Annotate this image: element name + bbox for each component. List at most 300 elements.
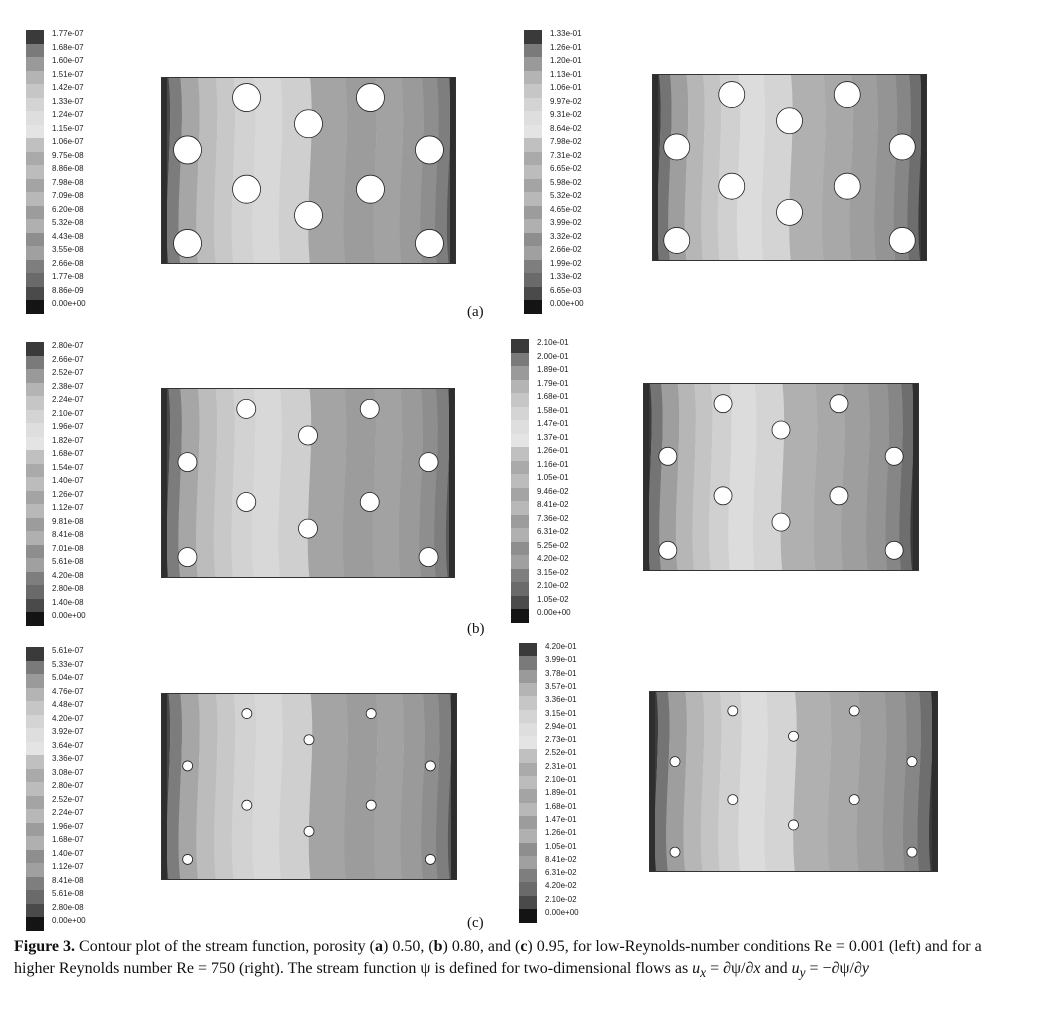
legend-swatch bbox=[26, 192, 44, 206]
contour-band bbox=[738, 691, 768, 872]
legend-label: 9.31e-02 bbox=[550, 110, 582, 119]
legend-label: 1.33e-02 bbox=[550, 272, 582, 281]
legend-label: 6.65e-02 bbox=[550, 164, 582, 173]
contour-band bbox=[728, 383, 757, 571]
legend-label: 5.32e-08 bbox=[52, 218, 84, 227]
legend-label: 4.76e-07 bbox=[52, 686, 84, 696]
legend-swatch bbox=[26, 477, 44, 491]
legend-swatch bbox=[524, 98, 542, 112]
obstacle bbox=[366, 800, 376, 810]
obstacle bbox=[295, 110, 323, 138]
obstacle bbox=[830, 395, 848, 413]
legend-label: 1.16e-01 bbox=[537, 459, 569, 469]
obstacle bbox=[242, 800, 252, 810]
legend-label: 1.20e-01 bbox=[550, 56, 582, 65]
legend-swatch bbox=[26, 369, 44, 383]
caption-text-2: ) 0.50, ( bbox=[382, 938, 434, 955]
legend-label: 4.20e-02 bbox=[545, 881, 577, 891]
legend-label: 2.24e-07 bbox=[52, 395, 84, 404]
legend-swatch bbox=[524, 30, 542, 44]
legend-label: 5.61e-08 bbox=[52, 557, 84, 566]
caption-text-1: Contour plot of the stream function, porosity ( bbox=[75, 938, 375, 955]
legend-swatch bbox=[524, 138, 542, 152]
legend-label: 1.89e-01 bbox=[545, 788, 577, 798]
legend-swatch bbox=[511, 380, 529, 394]
legend-label: 1.13e-01 bbox=[550, 69, 582, 79]
legend-swatch bbox=[511, 407, 529, 421]
contour-band bbox=[401, 693, 425, 880]
legend-swatch bbox=[519, 670, 537, 684]
legend-swatch bbox=[519, 909, 537, 923]
legend-label: 2.52e-01 bbox=[545, 748, 577, 758]
obstacle bbox=[659, 447, 677, 465]
contour-band bbox=[344, 693, 377, 880]
legend-label: 1.68e-07 bbox=[52, 42, 84, 52]
legend-swatch bbox=[524, 287, 542, 301]
contour-band bbox=[399, 388, 423, 578]
legend-label: 0.00e+00 bbox=[545, 908, 579, 917]
legend-label: 2.94e-01 bbox=[545, 721, 577, 731]
legend-label: 1.33e-01 bbox=[550, 29, 582, 38]
legend-label: 4.65e-02 bbox=[550, 204, 582, 214]
legend-swatch bbox=[26, 877, 44, 891]
legend-label: 2.80e-07 bbox=[52, 341, 84, 350]
legend-swatch bbox=[26, 599, 44, 613]
legend-label: 1.54e-07 bbox=[52, 462, 84, 472]
caption-text-4: ) 0.95, for low-Reynolds-number conditions Re = 0.001 (left) and for a higher Reynolds number Re = 750 (right). The stream function ψ is defined for two-dimensional flows as bbox=[14, 938, 982, 977]
legend-label: 2.66e-08 bbox=[52, 258, 84, 268]
legend-label: 5.04e-07 bbox=[52, 673, 84, 682]
legend-swatch bbox=[26, 504, 44, 518]
legend-swatch bbox=[519, 829, 537, 843]
legend-label: 3.92e-07 bbox=[52, 727, 84, 736]
legend-label: 2.80e-08 bbox=[52, 902, 84, 912]
caption-x: x bbox=[753, 960, 761, 977]
contour-plot-b-left bbox=[161, 388, 455, 578]
obstacle bbox=[366, 709, 376, 719]
obstacle bbox=[356, 84, 384, 112]
figure-caption bbox=[14, 936, 1014, 984]
legend-label: 8.41e-02 bbox=[537, 500, 569, 509]
legend-label: 1.24e-07 bbox=[52, 110, 84, 119]
legend-label: 1.15e-07 bbox=[52, 123, 84, 133]
legend-swatch bbox=[26, 71, 44, 85]
obstacle bbox=[889, 227, 915, 253]
obstacle bbox=[719, 173, 745, 199]
legend-swatch bbox=[26, 342, 44, 356]
obstacle bbox=[356, 175, 384, 203]
obstacle bbox=[419, 453, 438, 472]
legend-swatch bbox=[511, 366, 529, 380]
legend-swatch bbox=[26, 84, 44, 98]
legend-swatch bbox=[519, 656, 537, 670]
legend-swatch bbox=[511, 582, 529, 596]
legend-swatch bbox=[26, 179, 44, 193]
legend-label: 1.40e-07 bbox=[52, 848, 84, 858]
contour-field bbox=[652, 74, 927, 261]
obstacle bbox=[419, 548, 438, 567]
obstacle bbox=[907, 847, 917, 857]
legend-label: 1.82e-07 bbox=[52, 435, 84, 445]
obstacle bbox=[299, 519, 318, 538]
legend-label: 2.10e-01 bbox=[537, 338, 569, 347]
legend-swatch bbox=[26, 437, 44, 451]
legend-label: 1.77e-08 bbox=[52, 272, 84, 281]
caption-uy: u bbox=[791, 960, 800, 977]
legend-label: 5.61e-07 bbox=[52, 646, 84, 655]
legend-swatch bbox=[26, 152, 44, 166]
figure-label: Figure 3. bbox=[14, 938, 76, 955]
legend-label: 0.00e+00 bbox=[550, 299, 584, 308]
legend-swatch bbox=[511, 393, 529, 407]
contour-plot-a-left bbox=[161, 77, 456, 264]
legend-label: 1.12e-07 bbox=[52, 503, 84, 512]
obstacle bbox=[772, 513, 790, 531]
legend-label: 3.15e-01 bbox=[545, 708, 577, 718]
legend-label: 6.31e-02 bbox=[545, 868, 577, 878]
obstacle bbox=[183, 761, 193, 771]
obstacle bbox=[885, 541, 903, 559]
obstacle bbox=[889, 134, 915, 160]
legend-label: 8.86e-09 bbox=[52, 285, 84, 295]
legend-swatch bbox=[26, 273, 44, 287]
contour-band bbox=[308, 77, 347, 264]
legend-swatch bbox=[511, 447, 529, 461]
legend-swatch bbox=[511, 420, 529, 434]
legend-swatch bbox=[519, 683, 537, 697]
legend-label: 4.43e-08 bbox=[52, 231, 84, 241]
legend-swatch bbox=[26, 410, 44, 424]
legend-swatch bbox=[519, 736, 537, 750]
legend-label: 2.24e-07 bbox=[52, 808, 84, 817]
legend-swatch bbox=[26, 742, 44, 756]
legend-label: 8.86e-08 bbox=[52, 164, 84, 173]
legend-swatch bbox=[524, 152, 542, 166]
contour-band bbox=[252, 388, 282, 578]
legend-swatch bbox=[26, 545, 44, 559]
legend-swatch bbox=[524, 219, 542, 233]
legend-label: 5.98e-02 bbox=[550, 177, 582, 187]
obstacle bbox=[772, 421, 790, 439]
contour-band bbox=[278, 388, 311, 578]
obstacle bbox=[777, 108, 803, 134]
legend-label: 2.52e-07 bbox=[52, 794, 84, 804]
legend-swatch bbox=[26, 260, 44, 274]
legend-swatch bbox=[524, 246, 542, 260]
legend-swatch bbox=[511, 555, 529, 569]
legend-label: 1.40e-08 bbox=[52, 597, 84, 607]
obstacle bbox=[425, 854, 435, 864]
legend-swatch bbox=[511, 461, 529, 475]
legend-swatch bbox=[26, 647, 44, 661]
legend-swatch bbox=[524, 84, 542, 98]
legend-label: 1.12e-07 bbox=[52, 862, 84, 871]
legend-swatch bbox=[26, 769, 44, 783]
legend-label: 6.31e-02 bbox=[537, 527, 569, 536]
obstacle bbox=[242, 709, 252, 719]
legend-swatch bbox=[519, 843, 537, 857]
obstacle bbox=[714, 395, 732, 413]
legend-swatch bbox=[26, 44, 44, 58]
obstacle bbox=[834, 173, 860, 199]
caption-c: c bbox=[520, 938, 528, 955]
legend-label: 4.20e-02 bbox=[537, 554, 569, 563]
obstacle bbox=[789, 731, 799, 741]
legend-swatch bbox=[26, 111, 44, 125]
legend-label: 2.73e-01 bbox=[545, 735, 577, 745]
legend-label: 1.68e-01 bbox=[537, 392, 569, 401]
legend-label: 4.20e-01 bbox=[545, 642, 577, 651]
legend-swatch bbox=[511, 609, 529, 623]
contour-band bbox=[753, 383, 784, 571]
obstacle bbox=[885, 447, 903, 465]
legend-swatch bbox=[26, 917, 44, 931]
legend-label: 2.80e-08 bbox=[52, 584, 84, 593]
legend-swatch bbox=[519, 776, 537, 790]
obstacle bbox=[907, 757, 917, 767]
legend-swatch bbox=[511, 353, 529, 367]
legend-label: 3.32e-02 bbox=[550, 231, 582, 241]
legend-label: 1.05e-01 bbox=[545, 841, 577, 851]
legend-swatch bbox=[26, 138, 44, 152]
obstacle bbox=[174, 136, 202, 164]
legend-swatch bbox=[524, 165, 542, 179]
legend-label: 6.20e-08 bbox=[52, 204, 84, 214]
legend-swatch bbox=[26, 125, 44, 139]
obstacle bbox=[659, 541, 677, 559]
obstacle bbox=[728, 706, 738, 716]
contour-band bbox=[372, 388, 402, 578]
legend-swatch bbox=[26, 612, 44, 626]
legend-label: 3.64e-07 bbox=[52, 740, 84, 750]
legend-label: 2.10e-02 bbox=[537, 581, 569, 590]
legend-label: 2.66e-07 bbox=[52, 354, 84, 364]
legend-swatch bbox=[524, 233, 542, 247]
legend-label: 1.47e-01 bbox=[537, 419, 569, 428]
legend-label: 9.46e-02 bbox=[537, 486, 569, 496]
legend-swatch bbox=[519, 882, 537, 896]
obstacle bbox=[174, 229, 202, 257]
legend-swatch bbox=[511, 515, 529, 529]
legend-label: 1.26e-01 bbox=[537, 446, 569, 455]
legend-label: 3.99e-01 bbox=[545, 655, 577, 665]
panel-label-a: (a) bbox=[467, 304, 484, 320]
contour-band bbox=[308, 388, 347, 578]
legend-swatch bbox=[519, 710, 537, 724]
contour-band bbox=[793, 691, 831, 872]
legend-label: 9.81e-08 bbox=[52, 516, 84, 526]
legend-swatch bbox=[524, 57, 542, 71]
legend-swatch bbox=[26, 850, 44, 864]
legend-label: 0.00e+00 bbox=[52, 611, 86, 620]
contour-band bbox=[762, 74, 793, 261]
obstacle bbox=[178, 548, 197, 567]
legend-label: 8.64e-02 bbox=[550, 123, 582, 133]
legend-label: 5.61e-08 bbox=[52, 889, 84, 898]
legend-swatch bbox=[26, 728, 44, 742]
legend-label: 1.26e-01 bbox=[550, 42, 582, 52]
legend-label: 5.25e-02 bbox=[537, 540, 569, 550]
legend-swatch bbox=[26, 219, 44, 233]
legend-label: 3.15e-02 bbox=[537, 567, 569, 577]
caption-ux: u bbox=[692, 960, 701, 977]
legend-label: 4.20e-08 bbox=[52, 570, 84, 580]
obstacle bbox=[178, 453, 197, 472]
legend-swatch bbox=[26, 57, 44, 71]
legend-swatch bbox=[26, 287, 44, 301]
legend-swatch bbox=[26, 233, 44, 247]
caption-y: y bbox=[861, 960, 869, 977]
legend-label: 3.78e-01 bbox=[545, 668, 577, 678]
legend-label: 1.47e-01 bbox=[545, 814, 577, 824]
legend-label: 9.75e-08 bbox=[52, 150, 84, 160]
obstacle bbox=[849, 795, 859, 805]
legend-swatch bbox=[511, 339, 529, 353]
legend-swatch bbox=[26, 356, 44, 370]
legend-swatch bbox=[511, 501, 529, 515]
legend-label: 1.99e-02 bbox=[550, 258, 582, 268]
obstacle bbox=[183, 854, 193, 864]
legend-swatch bbox=[26, 585, 44, 599]
legend-swatch bbox=[26, 206, 44, 220]
legend-swatch bbox=[26, 491, 44, 505]
legend-label: 7.98e-08 bbox=[52, 177, 84, 187]
legend-label: 0.00e+00 bbox=[537, 608, 571, 617]
legend-label: 1.06e-01 bbox=[550, 83, 582, 92]
legend-label: 1.68e-01 bbox=[545, 801, 577, 811]
legend-swatch bbox=[26, 823, 44, 837]
obstacle bbox=[664, 227, 690, 253]
contour-field bbox=[161, 693, 457, 880]
legend-label: 3.36e-07 bbox=[52, 754, 84, 763]
obstacle bbox=[719, 82, 745, 108]
legend-label: 1.42e-07 bbox=[52, 83, 84, 92]
obstacle bbox=[834, 82, 860, 108]
legend-swatch bbox=[26, 661, 44, 675]
legend-swatch bbox=[519, 763, 537, 777]
obstacle bbox=[849, 706, 859, 716]
legend-label: 1.89e-01 bbox=[537, 365, 569, 374]
legend-swatch bbox=[519, 749, 537, 763]
legend-swatch bbox=[26, 423, 44, 437]
legend-swatch bbox=[511, 434, 529, 448]
legend-swatch bbox=[26, 396, 44, 410]
legend-swatch bbox=[26, 890, 44, 904]
legend-swatch bbox=[26, 782, 44, 796]
caption-uy-sub: y bbox=[799, 965, 806, 981]
legend-swatch bbox=[519, 896, 537, 910]
legend-label: 7.01e-08 bbox=[52, 543, 84, 553]
caption-ux-sub: x bbox=[700, 965, 707, 981]
legend-label: 3.57e-01 bbox=[545, 681, 577, 691]
legend-label: 1.26e-07 bbox=[52, 489, 84, 499]
contour-plot-a-right bbox=[652, 74, 927, 261]
obstacle bbox=[360, 399, 379, 418]
contour-field bbox=[643, 383, 919, 571]
contour-band bbox=[841, 383, 870, 571]
legend-label: 2.00e-01 bbox=[537, 351, 569, 361]
legend-label: 2.10e-02 bbox=[545, 894, 577, 904]
contour-band bbox=[857, 691, 887, 872]
legend-label: 1.96e-07 bbox=[52, 422, 84, 431]
obstacle bbox=[728, 795, 738, 805]
legend-swatch bbox=[524, 125, 542, 139]
obstacle bbox=[415, 136, 443, 164]
obstacle bbox=[299, 426, 318, 445]
legend-label: 1.60e-07 bbox=[52, 56, 84, 65]
legend-swatch bbox=[511, 542, 529, 556]
contour-band bbox=[232, 693, 256, 880]
legend-label: 1.33e-07 bbox=[52, 96, 84, 106]
obstacle bbox=[789, 820, 799, 830]
legend-swatch bbox=[26, 246, 44, 260]
panel-label-b: (b) bbox=[467, 621, 485, 637]
legend-swatch bbox=[519, 723, 537, 737]
legend-swatch bbox=[524, 273, 542, 287]
legend-swatch bbox=[26, 755, 44, 769]
legend-label: 5.32e-02 bbox=[550, 191, 582, 200]
contour-band bbox=[279, 693, 312, 880]
legend-swatch bbox=[26, 165, 44, 179]
contour-field bbox=[161, 388, 455, 578]
legend-label: 1.68e-07 bbox=[52, 449, 84, 458]
contour-band bbox=[374, 693, 404, 880]
obstacle bbox=[295, 201, 323, 229]
legend-swatch bbox=[519, 803, 537, 817]
obstacle bbox=[304, 735, 314, 745]
contour-plot-c-left bbox=[161, 693, 457, 880]
legend-swatch bbox=[511, 596, 529, 610]
caption-eq1: = ∂ψ/∂ bbox=[706, 960, 754, 977]
legend-label: 1.68e-07 bbox=[52, 835, 84, 844]
legend-swatch bbox=[26, 809, 44, 823]
legend-swatch bbox=[519, 696, 537, 710]
obstacle bbox=[664, 134, 690, 160]
legend-label: 0.00e+00 bbox=[52, 299, 86, 308]
legend-label: 3.55e-08 bbox=[52, 245, 84, 254]
obstacle bbox=[714, 487, 732, 505]
legend-label: 7.98e-02 bbox=[550, 137, 582, 146]
legend-label: 3.08e-07 bbox=[52, 767, 84, 777]
contour-field bbox=[161, 77, 456, 264]
legend-swatch bbox=[524, 300, 542, 314]
legend-swatch bbox=[26, 98, 44, 112]
obstacle bbox=[425, 761, 435, 771]
contour-band bbox=[828, 691, 861, 872]
legend-swatch bbox=[26, 701, 44, 715]
obstacle bbox=[670, 757, 680, 767]
legend-label: 1.58e-01 bbox=[537, 405, 569, 415]
legend-swatch bbox=[524, 44, 542, 58]
contour-band bbox=[789, 74, 826, 261]
legend-swatch bbox=[26, 531, 44, 545]
legend-swatch bbox=[524, 179, 542, 193]
obstacle bbox=[777, 199, 803, 225]
legend-swatch bbox=[26, 796, 44, 810]
legend-swatch bbox=[519, 789, 537, 803]
legend-label: 1.37e-01 bbox=[537, 432, 569, 442]
legend-label: 1.51e-07 bbox=[52, 69, 84, 79]
panel-label-c: (c) bbox=[467, 915, 484, 931]
legend-swatch bbox=[519, 816, 537, 830]
legend-swatch bbox=[26, 836, 44, 850]
legend-label: 9.97e-02 bbox=[550, 96, 582, 106]
legend-label: 4.48e-07 bbox=[52, 700, 84, 709]
legend-label: 6.65e-03 bbox=[550, 285, 582, 295]
legend-swatch bbox=[519, 856, 537, 870]
legend-label: 1.26e-01 bbox=[545, 828, 577, 838]
legend-label: 8.41e-02 bbox=[545, 854, 577, 864]
